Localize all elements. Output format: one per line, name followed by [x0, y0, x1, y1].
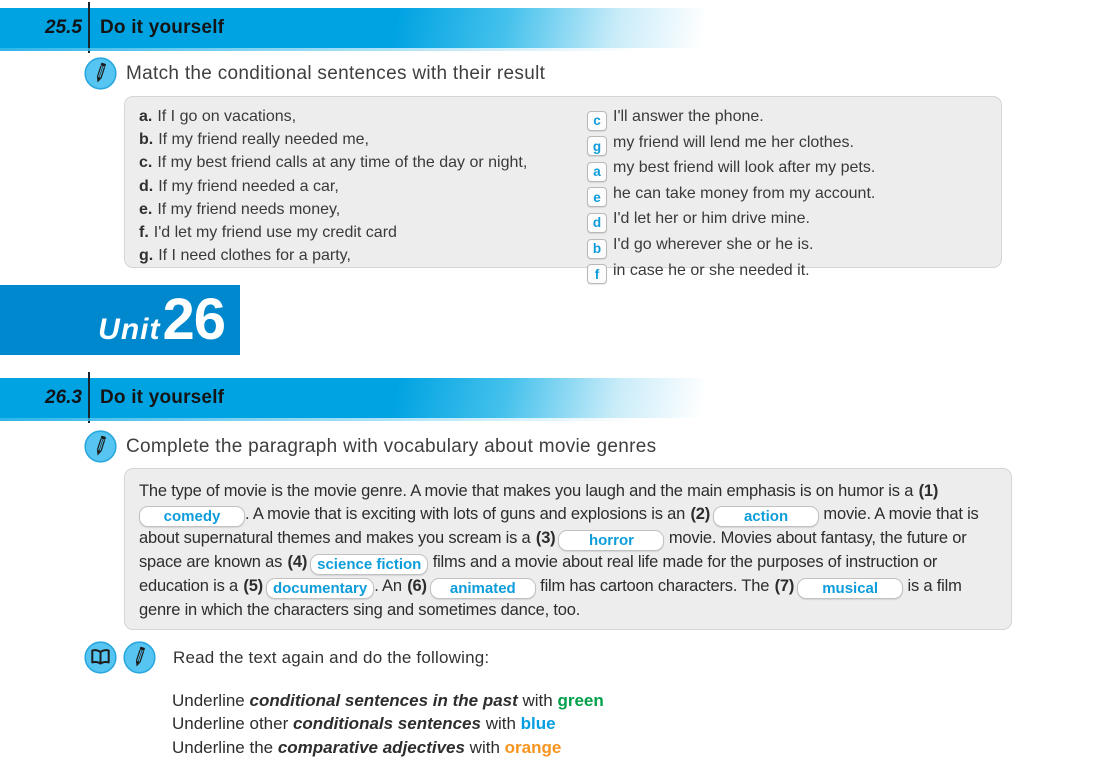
blank-number: (6) — [407, 577, 427, 596]
item-letter: f. — [139, 224, 149, 242]
answer-chip: e — [587, 187, 607, 207]
section-title: Do it yourself — [100, 17, 225, 38]
pencil-icon — [84, 430, 117, 463]
section-number: 26.3 — [45, 387, 82, 408]
task-color-word: green — [557, 691, 604, 710]
exercise3-instruction: Read the text again and do the following: — [173, 647, 490, 667]
result-item: a my best friend will look after my pets. — [587, 156, 1001, 182]
answer-chip: g — [587, 136, 607, 156]
conditional-item: c. If my best friend calls at any time of the day or night, — [139, 154, 528, 172]
task-line: Underline other conditionals sentences with blue — [172, 714, 556, 734]
task-emphasis: conditionals sentences — [292, 714, 481, 734]
conditional-item: b. If my friend really needed me, — [139, 131, 369, 149]
conditional-item: e. If my friend needs money, — [139, 200, 341, 218]
unit-word: Unit — [98, 313, 161, 346]
section-number: 25.5 — [45, 17, 82, 38]
pencil-icon — [123, 641, 156, 674]
exercise3-instruction-row — [84, 641, 489, 674]
item-letter: g. — [139, 247, 154, 265]
result-item: e he can take money from my account. — [587, 182, 1001, 208]
icon-pair — [84, 641, 156, 674]
blank-number: (4) — [287, 553, 308, 572]
result-item: c I'll answer the phone. — [587, 105, 1001, 131]
blank-pill: comedy — [139, 506, 245, 527]
blank-number: (7) — [774, 577, 795, 596]
conditional-item: a. If I go on vacations, — [139, 108, 297, 125]
unit-banner-text — [98, 287, 225, 352]
matching-left-column — [139, 105, 587, 267]
blank-pill: horror — [558, 530, 664, 551]
answer-chip: a — [587, 162, 607, 182]
blank-number: (2) — [690, 505, 711, 524]
section-band-26-3 — [0, 378, 1100, 418]
item-letter: e. — [139, 200, 153, 218]
unit-number: 26 — [162, 287, 225, 352]
result-item: b I'd go wherever she or he is. — [587, 233, 1001, 259]
blank-pill: action — [713, 506, 819, 527]
item-letter: c. — [139, 154, 153, 172]
exercise2-instruction-row — [84, 430, 656, 463]
exercise1-instruction: Match the conditional sentences with their result — [126, 62, 546, 84]
blank-number: (5) — [243, 577, 263, 596]
answer-chip: f — [587, 264, 607, 284]
task-emphasis: comparative adjectives — [277, 737, 465, 757]
blank-pill: documentary — [266, 578, 374, 599]
matching-right-column — [587, 105, 1001, 282]
answer-chip: c — [587, 111, 607, 131]
task-color-word: blue — [520, 714, 556, 734]
blank-pill: musical — [797, 578, 903, 599]
answer-chip: d — [587, 213, 607, 233]
result-item: d I'd let her or him drive mine. — [587, 207, 1001, 233]
exercise1-instruction-row — [84, 57, 545, 90]
exercise2-instruction: Complete the paragraph with vocabulary about movie genres — [126, 435, 657, 457]
task-color-word: orange — [504, 737, 562, 757]
unit-banner — [0, 285, 240, 355]
blank-number: (3) — [535, 529, 556, 548]
conditional-item: g. If I need clothes for a party, — [139, 247, 351, 265]
section-band-25-5 — [0, 8, 1100, 48]
task-line: Underline the comparative adjectives with orange — [172, 737, 562, 757]
item-letter: d. — [139, 177, 154, 195]
section-title: Do it yourself — [100, 387, 225, 408]
paragraph-box — [124, 468, 1012, 630]
band-divider — [88, 372, 90, 423]
band-divider — [88, 2, 90, 53]
item-letter: a. — [139, 108, 153, 125]
blank-pill: science fiction — [310, 554, 428, 575]
task-line: Underline conditional sentences in the past with green — [172, 691, 604, 710]
blank-number: (1) — [918, 482, 939, 500]
matching-box — [124, 96, 1002, 282]
task-list — [172, 689, 604, 759]
result-item: g my friend will lend me her clothes. — [587, 131, 1001, 157]
pencil-icon — [84, 57, 117, 90]
blank-pill: animated — [430, 578, 536, 599]
book-icon — [84, 641, 117, 674]
item-letter: b. — [139, 131, 154, 149]
conditional-item: f. I'd let my friend use my credit card — [139, 224, 397, 242]
task-emphasis: conditional sentences in the past — [249, 691, 518, 710]
paragraph: The type of movie is the movie genre. A movie that makes you laugh and the main emphasis is on humor is a (1)comedy . A movie that is exciting with lots of guns and explosions is an (2) action movie. A movie that is about supernatural themes and makes you scream is a (3) horror movie. Movies about fantasy, the future or space are known as (4) science fiction films and a movie about real life made for the purposes of instruction or education is a (5) documentary . An (6) animated film has cartoon characters. The (7) musical is a film genre in which the characters sing and sometimes dance, too. — [139, 482, 979, 620]
answer-chip: b — [587, 239, 607, 259]
result-item: f in case he or she needed it. — [587, 259, 1001, 285]
conditional-item: d. If my friend needed a car, — [139, 177, 339, 195]
